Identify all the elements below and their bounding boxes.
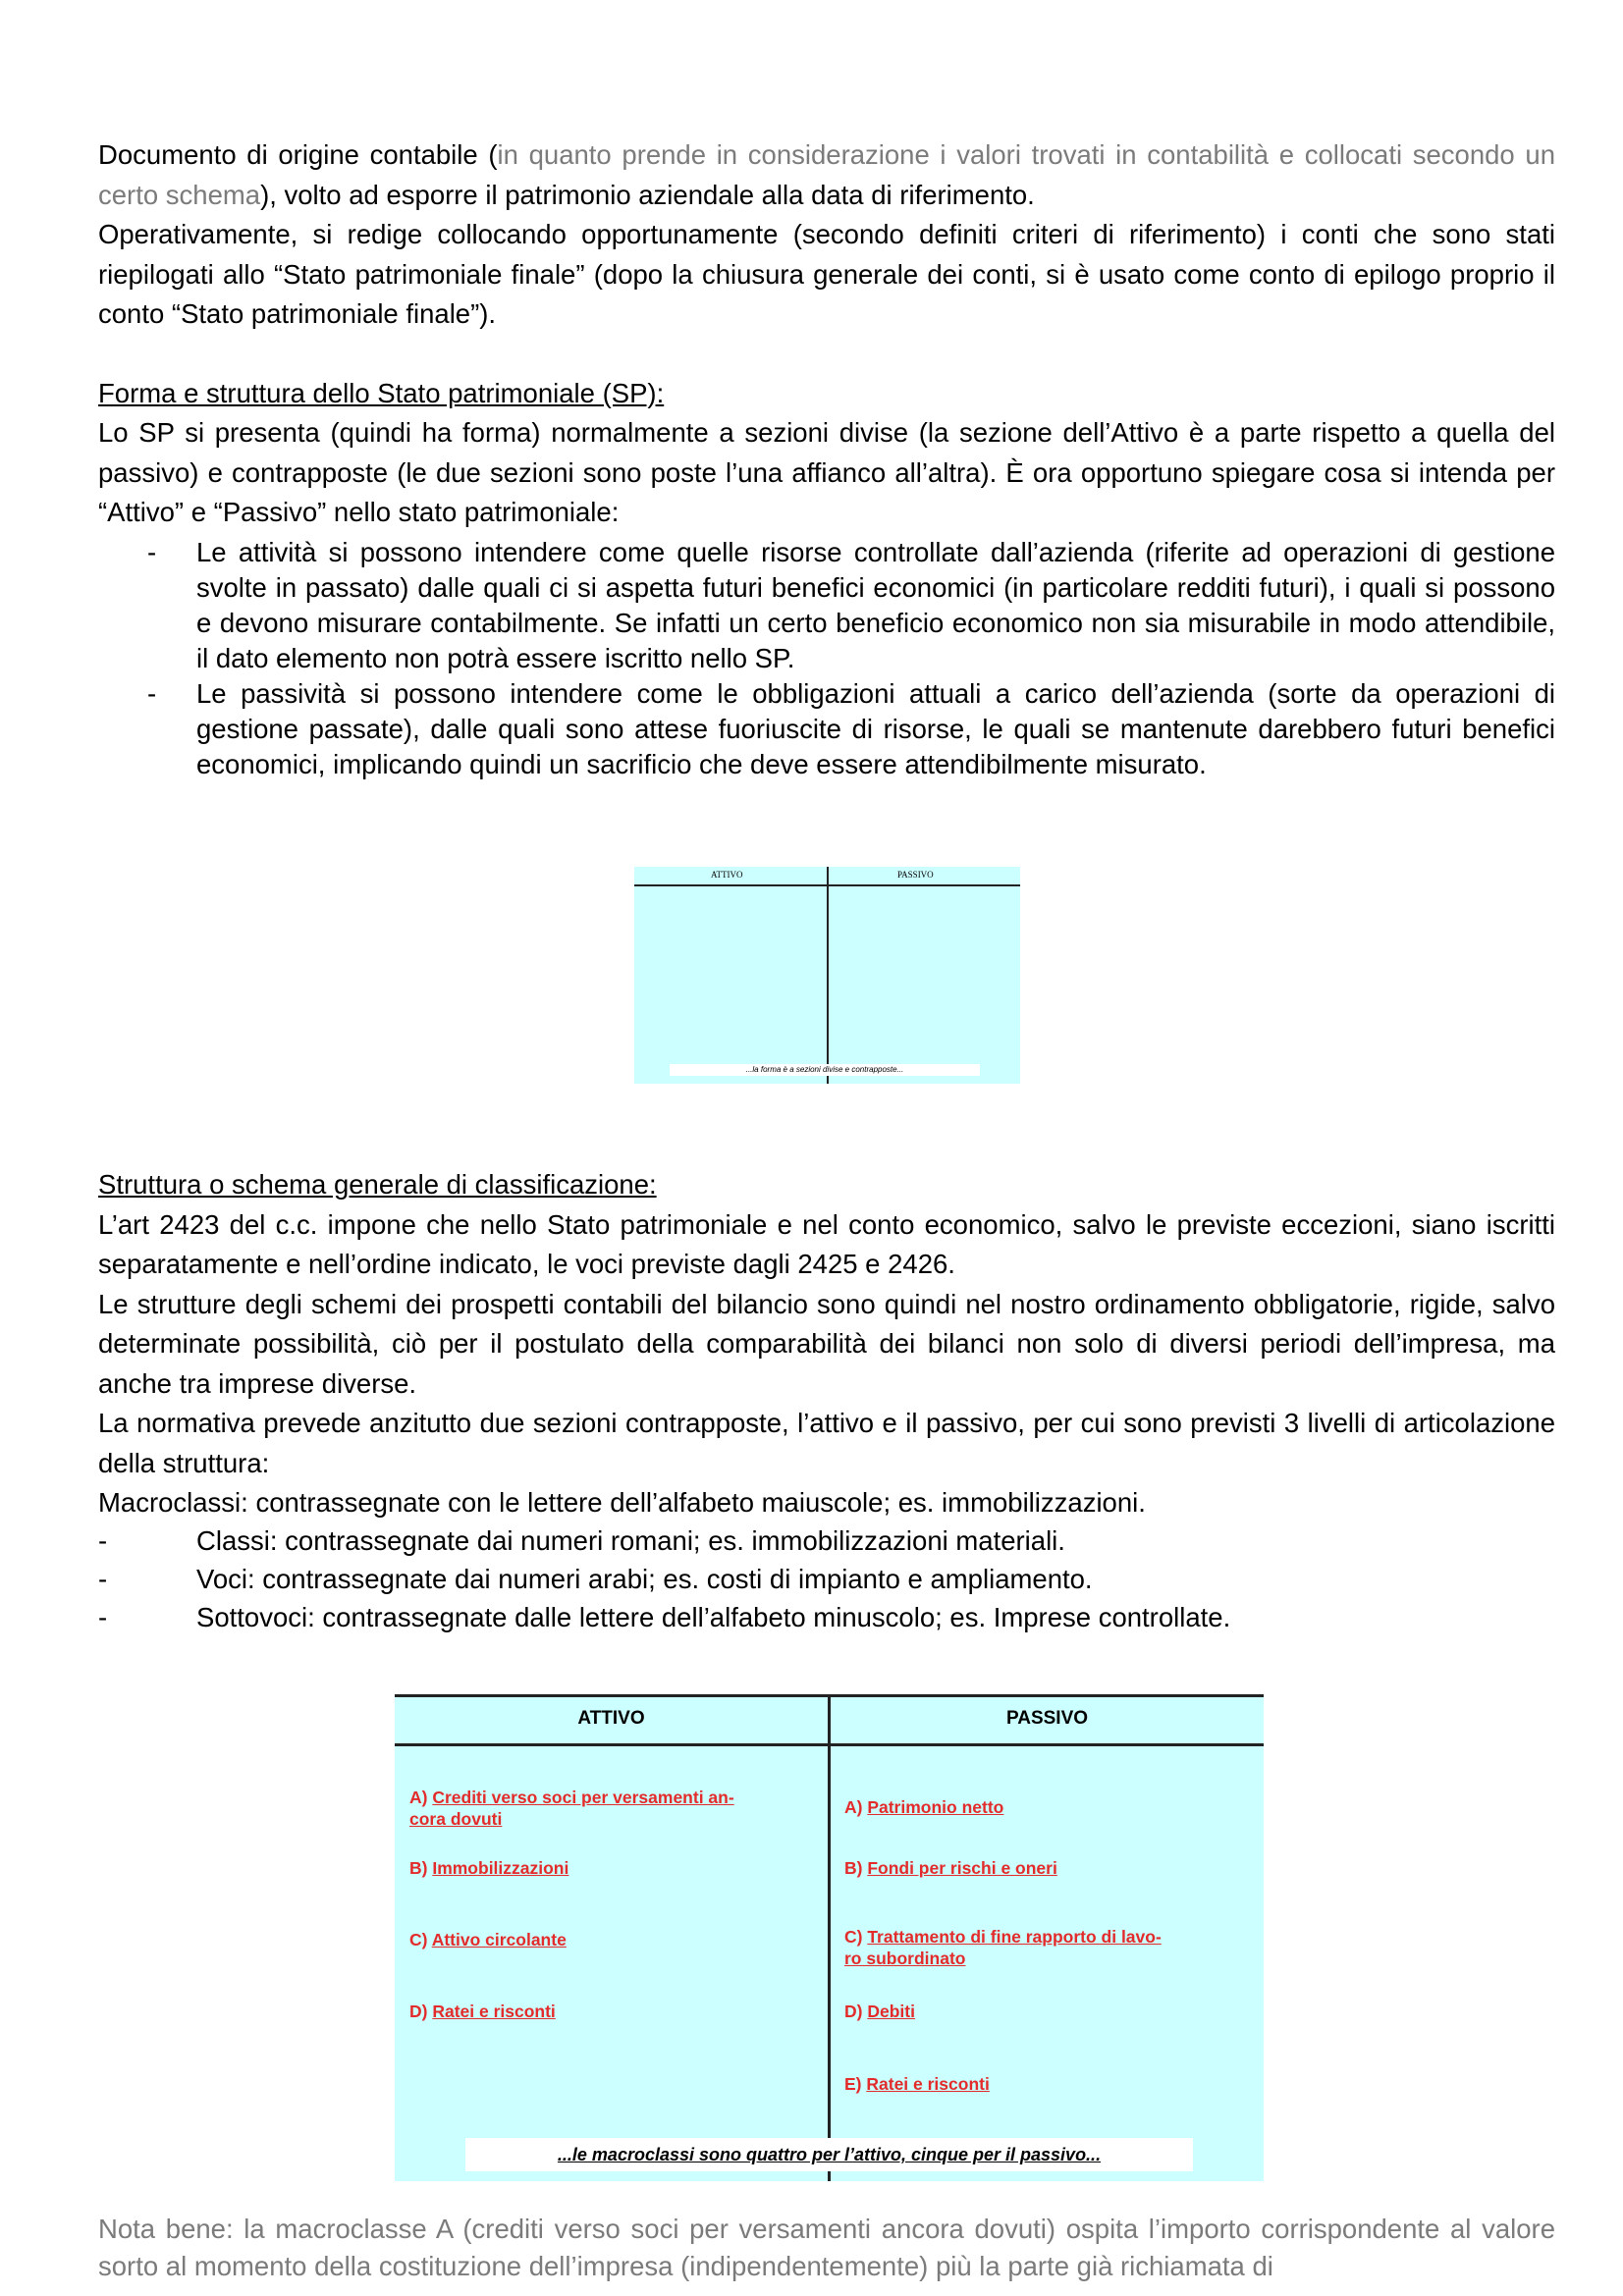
section-heading-structure: Struttura o schema generale di classificazione: <box>98 1169 657 1200</box>
attivo-item-c: C) Attivo circolante <box>409 1930 567 1949</box>
passivo-item-d: D) Debiti <box>844 2002 915 2021</box>
intro-text-grey: in quanto prende in considerazione i valori trovati in contabilità e collocati secondo un certo schema <box>98 139 1555 210</box>
figure2-caption: ...le macroclassi sono quattro per l’attivo, cinque per il passivo... <box>465 2138 1193 2171</box>
list-item: - Sottovoci: contrassegnate dalle lettere dell’alfabeto minuscolo; es. Imprese controllate. <box>98 1602 1231 1632</box>
intro-text-a: Documento di origine contabile ( <box>98 139 498 170</box>
section1-body: Lo SP si presenta (quindi ha forma) normalmente a sezioni divise (la sezione dell’Attivo è a parte rispetto a quella del passivo) e contrapposte (le due sezioni sono poste l’una affianco all’altra). È ora opportuno spiegare cosa si intenda per “Attivo” e “Passivo” nello stato patrimoniale: <box>98 417 1555 527</box>
definitions-list <box>98 535 1555 782</box>
passivo-item-a: A) Patrimonio netto <box>844 1797 1004 1817</box>
figure2-attivo-header: ATTIVO <box>577 1708 645 1729</box>
list-item: - Classi: contrassegnate dai numeri romani; es. immobilizzazioni materiali. <box>98 1525 1065 1556</box>
figure-macroclassi <box>395 1694 1264 2181</box>
intro-text-c: ), volto ad esporre il patrimonio aziendale alla data di riferimento. <box>260 179 1035 210</box>
intro-paragraph-1 <box>98 135 1555 215</box>
figure1-attivo-label: ATTIVO <box>711 870 743 880</box>
list-item: - Le passività si possono intendere come le obbligazioni attuali a carico dell’azienda (sorte da operazioni di gestione passate), dalle quali sono attese fuoriuscite di risorse, le quali se mantenute darebbero futuri benefici economici, implicando quindi un sacrificio che deve essere attendibilmente misurato. <box>147 677 1555 779</box>
list-item: - Le attività si possono intendere come quelle risorse controllate dall’azienda (riferite ad operazioni di gestione svolte in passato) dalle quali ci si aspetta futuri benefici economici (in particolare redditi futuri), i quali si possono e devono misurare contabilmente. Se infatti un certo beneficio economico non sia misurabile in modo attendibile, il dato elemento non potrà essere iscritto nello SP. <box>147 536 1555 673</box>
nota-bene: Nota bene: la macroclasse A (crediti verso soci per versamenti ancora dovuti) ospita l’importo corrispondente al valore sorto al momento della costituzione dell’impresa (indipendentemente) più la parte già richiamata di <box>98 2214 1555 2281</box>
passivo-item-c: C) Trattamento di fine rapporto di lavo- ro subordinato <box>844 1927 1162 1968</box>
figure2-passivo-header: PASSIVO <box>1005 1708 1089 1729</box>
figure-sezioni-divise <box>634 867 1020 1084</box>
section2 <box>98 1165 1555 1636</box>
section2-p3: La normativa prevede anzitutto due sezioni contrapposte, l’attivo e il passivo, per cui sono previsti 3 livelli di articolazione della struttura: <box>98 1408 1555 1478</box>
attivo-item-d: D) Ratei e risconti <box>409 2002 556 2021</box>
figure1-passivo-label: PASSIVO <box>897 870 934 880</box>
figure1-caption: ...la forma è a sezioni divise e contrapposte... <box>670 1064 980 1076</box>
section2-p4: Macroclassi: contrassegnate con le lettere dell’alfabeto maiuscole; es. immobilizzazioni. <box>98 1487 1146 1518</box>
section2-p1: L’art 2423 del c.c. impone che nello Stato patrimoniale e nel conto economico, salvo le previste eccezioni, siano iscritti separatamente e nell’ordine indicato, le voci previste dagli 2425 e 2426. <box>98 1208 1555 1279</box>
list-item: - Voci: contrassegnate dai numeri arabi; es. costi di impianto e ampliamento. <box>98 1564 1093 1594</box>
section2-p2: Le strutture degli schemi dei prospetti contabili del bilancio sono quindi nel nostro ordinamento obbligatorie, rigide, salvo determinate possibilità, ciò per il postulato della comparabilità dei bilanci non solo di diversi periodi dell’impresa, ma anche tra imprese diverse. <box>98 1288 1555 1399</box>
document-page <box>98 135 1555 782</box>
intro-paragraph-2: Operativamente, si redige collocando opportunamente (secondo definiti criteri di riferimento) i conti che sono stati riepilogati allo “Stato patrimoniale finale” (dopo la chiusura generale dei conti, si è usato come conto di epilogo proprio il conto “Stato patrimoniale finale”). <box>98 219 1555 329</box>
section-heading-form: Forma e struttura dello Stato patrimoniale (SP): <box>98 377 665 408</box>
passivo-item-b: B) Fondi per rischi e oneri <box>844 1858 1057 1878</box>
passivo-item-e: E) Ratei e risconti <box>844 2074 990 2094</box>
attivo-item-b: B) Immobilizzazioni <box>409 1858 569 1878</box>
attivo-item-a: A) Crediti verso soci per versamenti an- cora dovuti <box>409 1788 734 1829</box>
